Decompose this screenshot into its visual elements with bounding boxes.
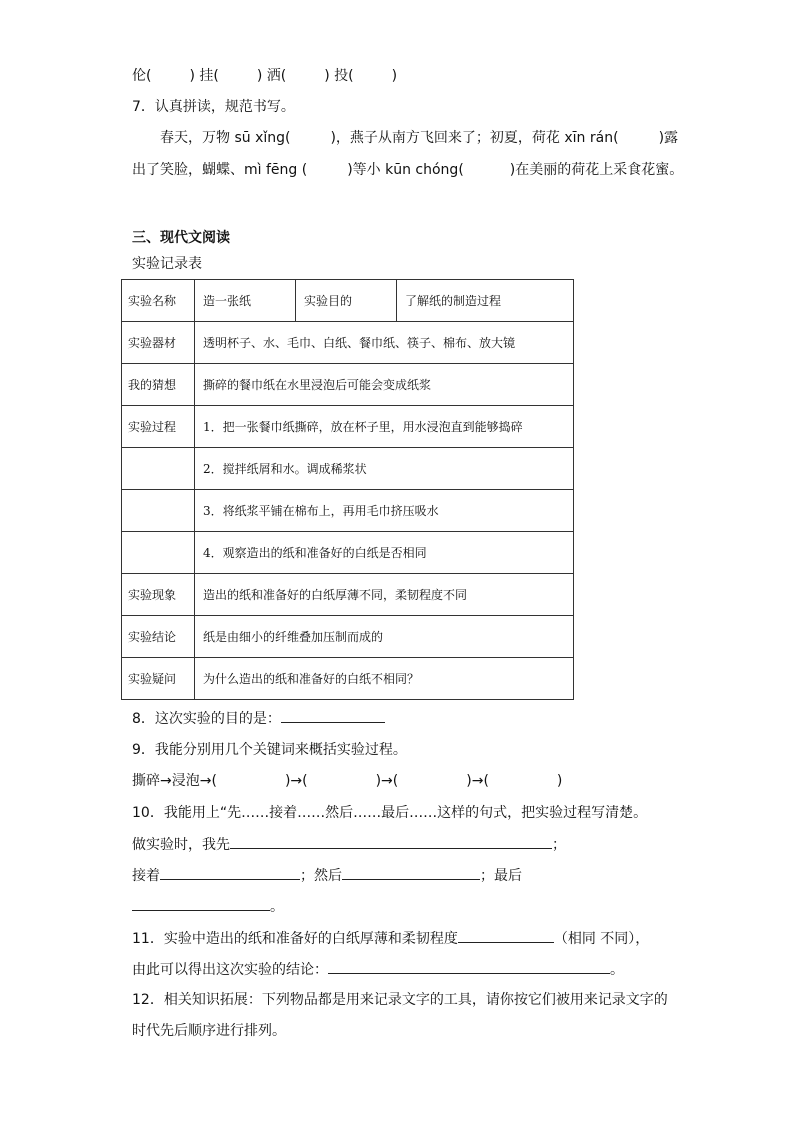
- table-row: [122, 406, 574, 448]
- cell-label: 实验过程: [122, 406, 195, 448]
- table-row: [122, 532, 574, 574]
- q11-blank-conclusion[interactable]: [328, 959, 610, 974]
- q8-answer-blank[interactable]: [281, 708, 385, 723]
- table-row: [122, 322, 574, 364]
- q10-text: 10．我能用上“先……接着……然后……最后……这样的句式，把实验过程写清楚。: [132, 805, 648, 821]
- q6-item-1: 伦(: [132, 68, 152, 84]
- cell-empty: [122, 532, 195, 574]
- table-row: [122, 280, 574, 322]
- cell-label: 实验结论: [122, 616, 195, 658]
- q6-line: 伦( ) 挂( ) 洒( ) 投( ): [132, 68, 398, 84]
- cell-value: 撕碎的餐巾纸在水里浸泡后可能会变成纸浆: [195, 364, 574, 406]
- q6-item-2: 挂(: [199, 68, 219, 84]
- q8-line: [132, 708, 385, 729]
- q10-line1: 做实验时，我先 ；: [132, 834, 566, 855]
- cell-value: 造出的纸和准备好的白纸厚薄不同，柔韧程度不同: [195, 574, 574, 616]
- q7-title: 7．认真拼读，规范书写。: [132, 99, 295, 115]
- cell-label: 实验现象: [122, 574, 195, 616]
- cell-label: 实验名称: [122, 280, 195, 322]
- cell-value: 为什么造出的纸和准备好的白纸不相同？: [195, 658, 574, 700]
- cell-label: 实验器材: [122, 322, 195, 364]
- cell-value: 造一张纸: [195, 280, 296, 322]
- q6-item-3: 洒(: [266, 68, 287, 84]
- q10-blank-last[interactable]: [132, 896, 270, 911]
- cell-value: 透明杯子、水、毛巾、白纸、餐巾纸、筷子、棉布、放大镜: [195, 322, 574, 364]
- cell-empty: [122, 490, 195, 532]
- table-row: [122, 490, 574, 532]
- q10-blank-next[interactable]: [160, 865, 300, 880]
- q7-line1: 春天，万物 sū xǐng( )，燕子从南方飞回来了；初夏，荷花 xīn rán( )露: [160, 130, 679, 146]
- table-row: [122, 616, 574, 658]
- q7-line2: 出了笑脸，蝴蝶、mì fēng ( )等小 kūn chóng( )在美丽的荷花上采食花蜜。: [132, 162, 684, 178]
- table-row: [122, 448, 574, 490]
- q10-line2: 接着 ；然后 ；最后: [132, 865, 522, 886]
- q11-blank-compare[interactable]: [458, 928, 554, 943]
- q12-line1: 12．相关知识拓展：下列物品都是用来记录文字的工具，请你按它们被用来记录文字的: [132, 992, 668, 1008]
- section-heading: 三、现代文阅读: [132, 230, 230, 246]
- q6-item-4: 投(: [334, 68, 354, 84]
- cell-label: 我的猜想: [122, 364, 195, 406]
- table-row: [122, 658, 574, 700]
- cell-empty: [122, 448, 195, 490]
- q10-blank-then[interactable]: [342, 865, 480, 880]
- process-step-3: 3．将纸浆平铺在棉布上，再用毛巾挤压吸水: [195, 490, 574, 532]
- cell-value: 纸是由细小的纤维叠加压制而成的: [195, 616, 574, 658]
- cell-value: 了解纸的制造过程: [397, 280, 574, 322]
- q10-line3: 。: [132, 896, 284, 917]
- table-title: 实验记录表: [132, 256, 202, 272]
- q9-chain: 撕碎→浸泡→( )→( )→( )→( ): [132, 773, 563, 789]
- q9-text: 9．我能分别用几个关键词来概括实验过程。: [132, 742, 407, 758]
- table-row: [122, 364, 574, 406]
- cell-label: 实验目的: [296, 280, 397, 322]
- q8-text: 8．这次实验的目的是：: [132, 711, 281, 727]
- q11-line2: 由此可以得出这次实验的结论： 。: [132, 959, 624, 980]
- cell-label: 实验疑问: [122, 658, 195, 700]
- experiment-record-table: [121, 279, 574, 700]
- q12-line2: 时代先后顺序进行排列。: [132, 1023, 286, 1039]
- process-step-1: 1．把一张餐巾纸撕碎，放在杯子里，用水浸泡直到能够捣碎: [195, 406, 574, 448]
- process-step-4: 4．观察造出的纸和准备好的白纸是否相同: [195, 532, 574, 574]
- process-step-2: 2．搅拌纸屑和水。调成稀浆状: [195, 448, 574, 490]
- q11-line1: 11．实验中造出的纸和准备好的白纸厚薄和柔韧程度 （相同 不同），: [132, 928, 649, 949]
- table-row: [122, 574, 574, 616]
- q10-blank-first[interactable]: [230, 834, 552, 849]
